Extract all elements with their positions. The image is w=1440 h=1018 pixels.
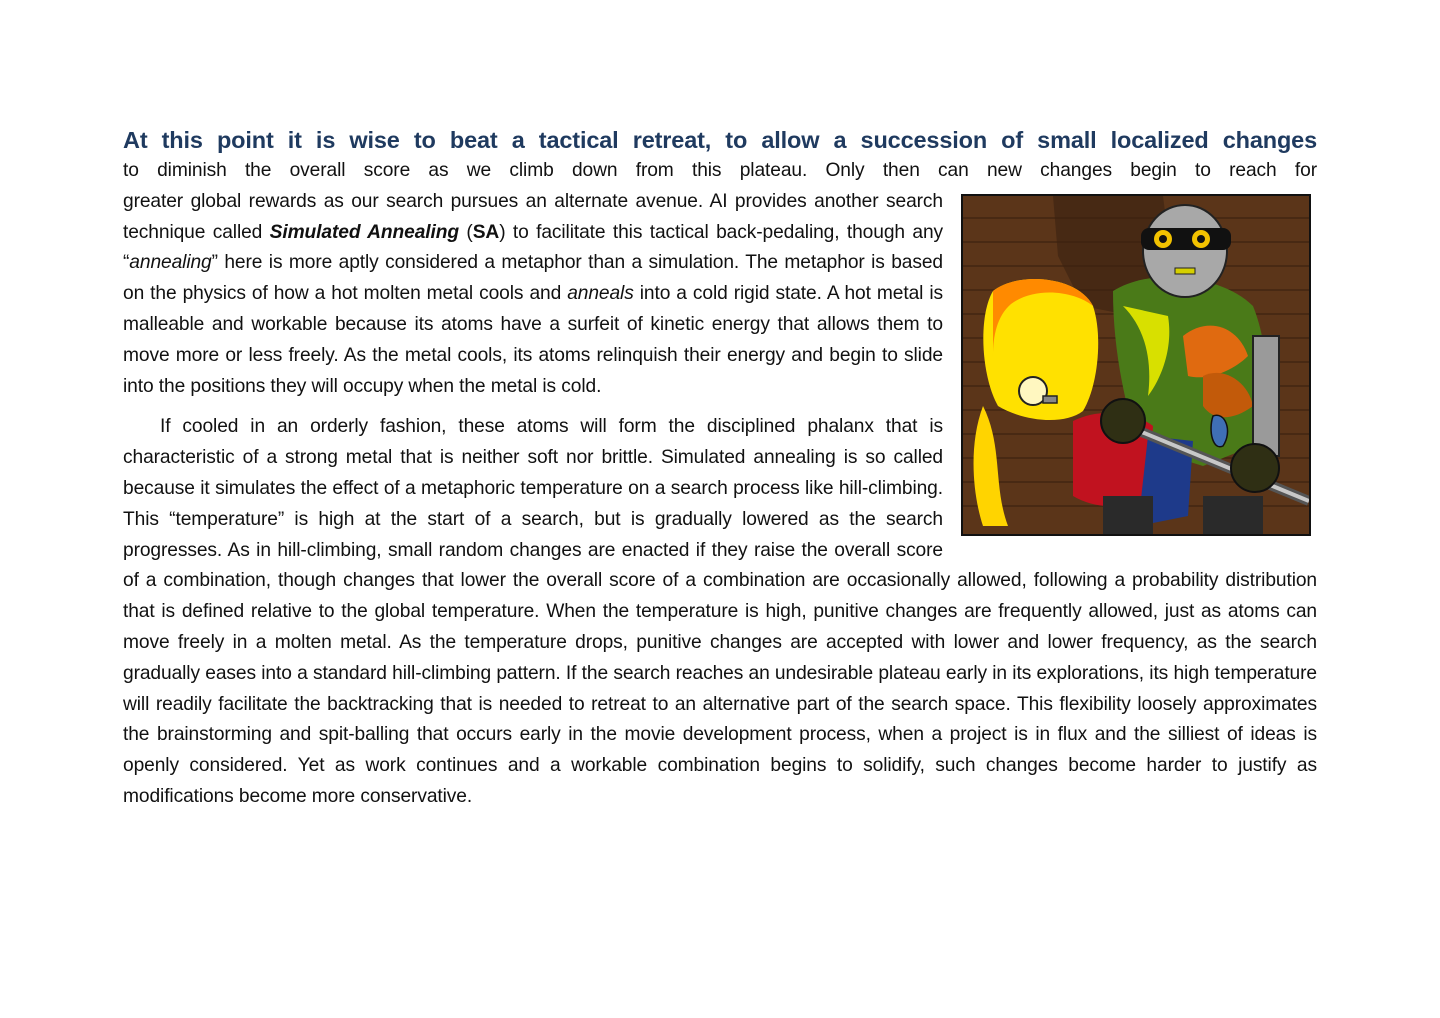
p1-text-1: greater global rewards as our search pursues an alternate avenue. AI provides another search technique called xyxy=(123,190,943,243)
p1-text-5: into a cold rigid state. A hot metal is malleable and workable because its atoms have a surfeit of kinetic energy that allows them to move more or less freely. As the metal cools, its atoms relinquish their energy and begin to slide into the positions they will occupy when the metal is cold. xyxy=(123,283,943,397)
intro-line-text: to diminish the overall score as we climb down from this plateau. Only then can new changes begin to reach for xyxy=(123,160,1317,181)
term-abbreviation: SA xyxy=(472,221,500,243)
term-simulated-annealing: Simulated Annealing xyxy=(269,221,460,243)
p1-text-4: ” here is more aptly considered a metaphor than a simulation. The metaphor is based on the physics of how a hot molten metal cools and xyxy=(123,252,943,305)
document-page xyxy=(123,124,1317,813)
section-heading: At this point it is wise to beat a tactical retreat, to allow a succession of small localized changes xyxy=(123,127,1317,153)
term-anneals: anneals xyxy=(567,283,634,305)
illustration-icon xyxy=(963,196,1309,534)
paragraph-2: If cooled in an orderly fashion, these atoms will form the disciplined phalanx that is characteristic of a strong metal that is neither soft nor brittle. Simulated annealing is so called because it simulates the effect of a metaphoric temperature on a search process like hill-climbing. This “temperature” is high at the start of a search, but is gradually lowered as the search progresses. As in hill-climbing, small random changes are enacted if they raise the overall score of a combination, though changes that lower the overall score of a combination are occasionally allowed, following a probability distribution that is defined relative to the global temperature. When the temperature is high, punitive changes are frequently allowed, just as atoms can move freely in a molten metal. As the temperature drops, punitive changes are accepted with lower and lower frequency, as the search gradually eases into a standard hill-climbing pattern. If the search reaches an undesirable plateau early in its explorations, its high temperature will readily facilitate the backtracking that is needed to retreat to an alternative part of the search space. This flexibility loosely approximates the brainstorming and spit-balling that occurs early in the movie development process, when a project is in flux and the silliest of ideas is openly considered. Yet as work continues and a workable combination begins to solidify, such changes become harder to justify as modifications become more conservative. xyxy=(123,416,1317,807)
intro-line xyxy=(123,156,1317,187)
term-annealing: annealing xyxy=(129,252,212,274)
p1-text-3: ) to facilitate this tactical back-pedaling, though any “ xyxy=(123,221,944,274)
robot-blacksmith-illustration xyxy=(961,194,1311,536)
p1-text-2: ( xyxy=(459,221,473,243)
